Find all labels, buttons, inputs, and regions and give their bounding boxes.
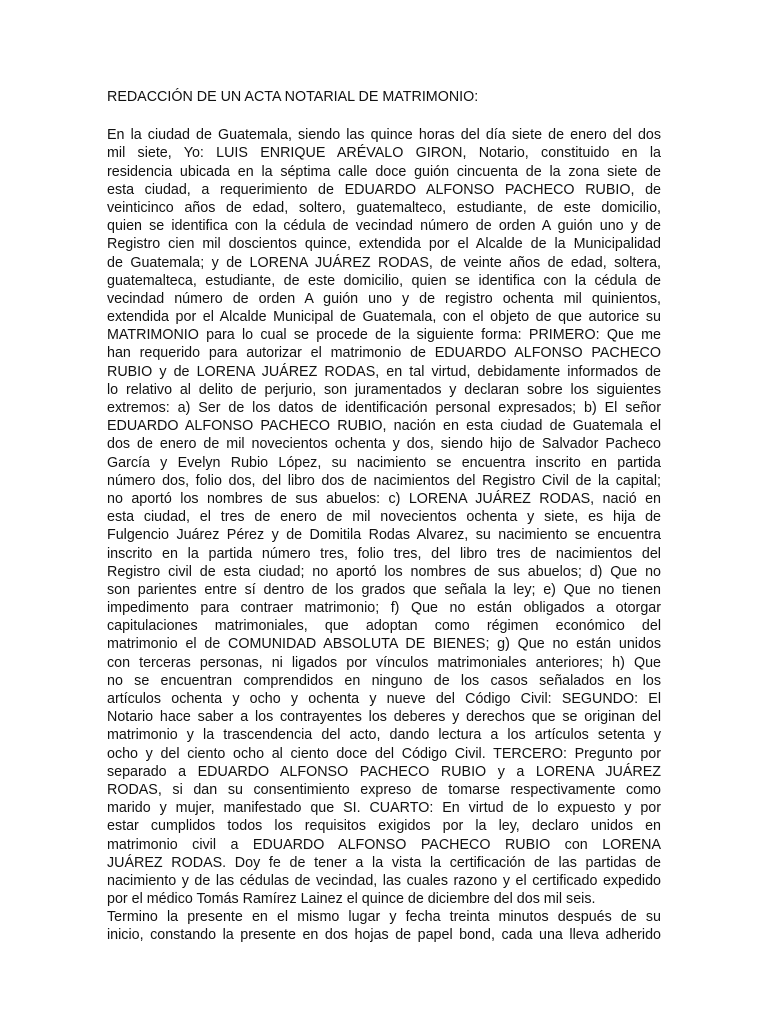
document-line: número dos, folio dos, del libro dos de nacimientos del Registro Civil de la capital; bbox=[107, 472, 661, 489]
document-line: En la ciudad de Guatemala, siendo las quince horas del día siete de enero del dos bbox=[107, 127, 661, 144]
document-line: quien se identifica con la cédula de vecindad número de orden A guión uno y de bbox=[107, 218, 661, 235]
document-body bbox=[107, 126, 661, 944]
document-title: REDACCIÓN DE UN ACTA NOTARIAL DE MATRIMONIO: bbox=[107, 89, 479, 105]
document-line: son parientes entre sí dentro de los grados que señala la ley; e) Que no tienen bbox=[107, 581, 661, 598]
document-line: García y Evelyn Rubio López, su nacimiento se encuentra inscrito en partida bbox=[107, 454, 661, 471]
document-line: Fulgencio Juárez Pérez y de Domitila Rodas Alvarez, su nacimiento se encuentra bbox=[107, 527, 661, 544]
document-line: estar cumplidos todos los requisitos exigidos por la ley, declaro unidos en bbox=[107, 818, 661, 835]
document-line: inicio, constando la presente en dos hojas de papel bond, cada una lleva adherido bbox=[107, 927, 661, 944]
document-line: separado a EDUARDO ALFONSO PACHECO RUBIO y a LORENA JUÁREZ bbox=[107, 763, 661, 780]
document-line: RODAS, si dan su consentimiento expreso de tomarse respectivamente como bbox=[107, 781, 661, 798]
document-line: extendida por el Alcalde Municipal de Guatemala, con el objeto de que autorice su bbox=[107, 309, 661, 326]
document-line: capitulaciones matrimoniales, que adoptan como régimen económico del bbox=[107, 618, 661, 635]
document-line: RUBIO y de LORENA JUÁREZ RODAS, en tal virtud, debidamente informados de bbox=[107, 363, 661, 380]
document-line: mil siete, Yo: LUIS ENRIQUE ARÉVALO GIRON, Notario, constituido en la bbox=[107, 145, 661, 162]
document-line: extremos: a) Ser de los datos de identificación personal expresados; b) El señor bbox=[107, 400, 661, 417]
document-line: JUÁREZ RODAS. Doy fe de tener a la vista la certificación de las partidas de bbox=[107, 854, 661, 871]
document-line: marido y mujer, manifestado que SI. CUARTO: En virtud de lo expuesto y por bbox=[107, 800, 661, 817]
document-line: esta ciudad, el tres de enero de mil novecientos ochenta y siete, es hija de bbox=[107, 509, 661, 526]
document-line: por el médico Tomás Ramírez Lainez el quince de diciembre del dos mil seis. bbox=[107, 891, 596, 908]
document-line: con terceras personas, ni ligados por vínculos matrimoniales anteriores; h) Que bbox=[107, 654, 661, 671]
document-line: no se encuentran comprendidos en ninguno de los casos señalados en los bbox=[107, 672, 661, 689]
document-line: de Guatemala; y de LORENA JUÁREZ RODAS, de veinte años de edad, soltera, bbox=[107, 254, 661, 271]
document-content bbox=[107, 88, 661, 945]
document-line: no aportó los nombres de sus abuelos: c) LORENA JUÁREZ RODAS, nació en bbox=[107, 490, 661, 507]
document-line: nacimiento y de las cédulas de vecindad, las cuales razono y el certificado expedido bbox=[107, 872, 661, 889]
document-line: dos de enero de mil novecientos ochenta y dos, siendo hijo de Salvador Pacheco bbox=[107, 436, 661, 453]
document-line: matrimonio y la trascendencia del acto, dando lectura a los artículos setenta y bbox=[107, 727, 661, 744]
document-line: Registro cien mil doscientos quince, extendida por el Alcalde de la Municipalidad bbox=[107, 236, 661, 253]
document-line: ocho y del ciento ocho al ciento doce del Código Civil. TERCERO: Pregunto por bbox=[107, 745, 661, 762]
document-line: inscrito en la partida número tres, folio tres, del libro tres de nacimientos del bbox=[107, 545, 661, 562]
document-line: Termino la presente en el mismo lugar y fecha treinta minutos después de su bbox=[107, 909, 661, 926]
document-line: guatemalteca, estudiante, de este domicilio, quien se identifica con la cédula de bbox=[107, 272, 661, 289]
document-line: lo relativo al delito de perjurio, son juramentados y declaran sobre los siguientes bbox=[107, 381, 661, 398]
document-line: impedimento para contraer matrimonio; f) Que no están obligados a otorgar bbox=[107, 600, 661, 617]
document-line: EDUARDO ALFONSO PACHECO RUBIO, nación en esta ciudad de Guatemala el bbox=[107, 418, 661, 435]
document-line: veinticinco años de edad, soltero, guatemalteco, estudiante, de este domicilio, bbox=[107, 199, 661, 216]
document-line: residencia ubicada en la séptima calle doce guión cincuenta de la zona siete de bbox=[107, 163, 661, 180]
document-line: esta ciudad, a requerimiento de EDUARDO ALFONSO PACHECO RUBIO, de bbox=[107, 181, 661, 198]
document-line: matrimonio civil a EDUARDO ALFONSO PACHECO RUBIO con LORENA bbox=[107, 836, 661, 853]
document-line: matrimonio el de COMUNIDAD ABSOLUTA DE BIENES; g) Que no están unidos bbox=[107, 636, 661, 653]
document-line: artículos ochenta y ocho y ochenta y nueve del Código Civil: SEGUNDO: El bbox=[107, 691, 661, 708]
document-line: Notario hace saber a los contrayentes los deberes y derechos que se originan del bbox=[107, 709, 661, 726]
document-line: MATRIMONIO para lo cual se procede de la siguiente forma: PRIMERO: Que me bbox=[107, 327, 661, 344]
document-line: vecindad número de orden A guión uno y de registro ochenta mil quinientos, bbox=[107, 290, 661, 307]
document-line: Registro civil de esta ciudad; no aportó los nombres de sus abuelos; d) Que no bbox=[107, 563, 661, 580]
document-line: han requerido para autorizar el matrimonio de EDUARDO ALFONSO PACHECO bbox=[107, 345, 661, 362]
